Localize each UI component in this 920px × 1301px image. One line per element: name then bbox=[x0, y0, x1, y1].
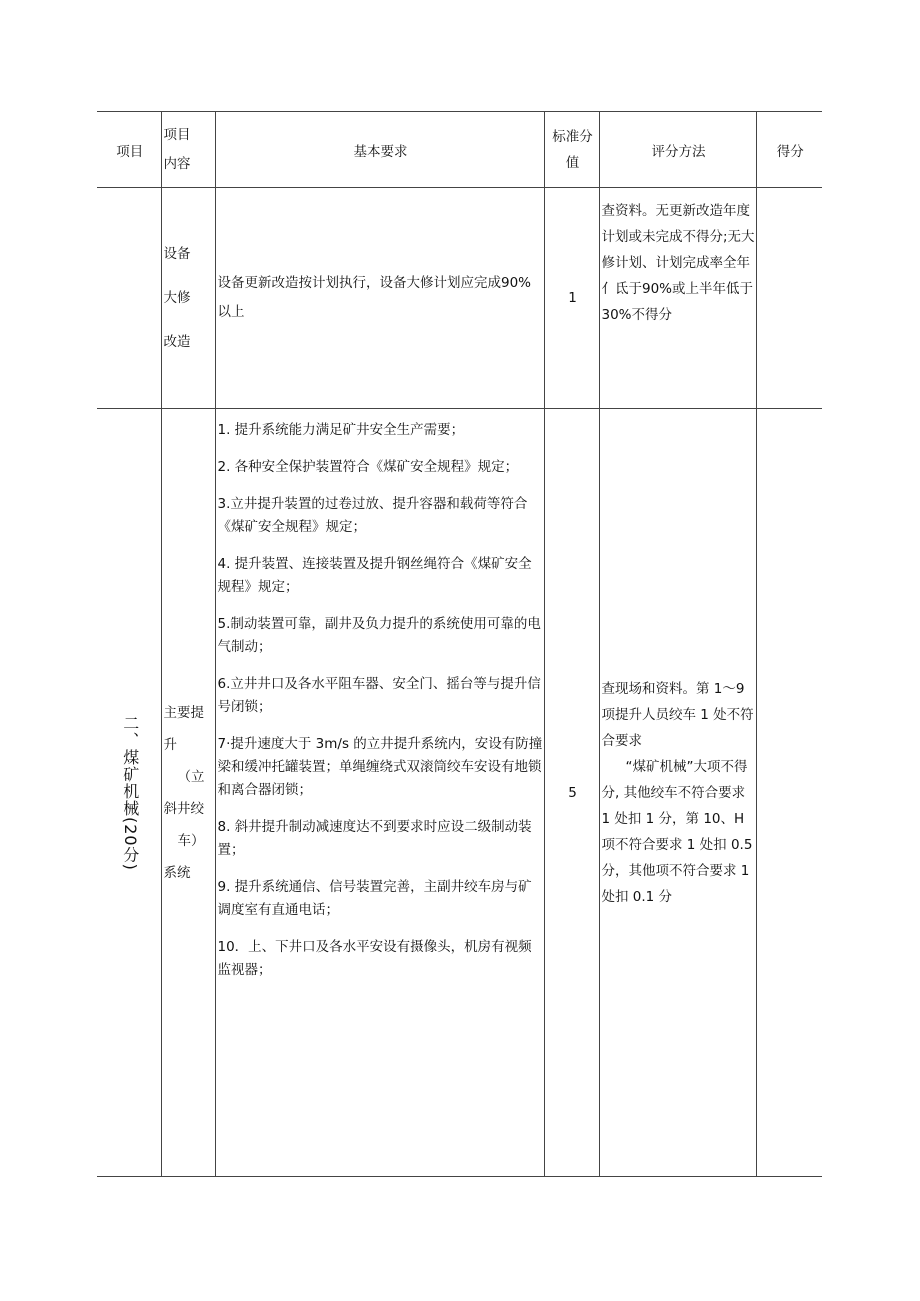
table-header-row bbox=[97, 112, 822, 188]
row-requirements: 设备更新改造按计划执行，设备大修计划应完成90%以上 bbox=[215, 188, 544, 409]
requirement-item: 3.立井提升装置的过卷过放、提升容器和载荷等符合《煤矿安全规程》规定； bbox=[217, 496, 528, 535]
header-scoring-method: 评分方法 bbox=[599, 112, 756, 188]
requirement-item: 5.制动装置可靠，副井及负力提升的系统使用可靠的电气制动； bbox=[217, 616, 541, 655]
row-item bbox=[97, 188, 161, 409]
row-standard-score: 1 bbox=[544, 188, 599, 409]
row-item bbox=[97, 409, 161, 1177]
scoring-table bbox=[97, 111, 822, 1177]
requirement-item: 6.立井井口及各水平阻车器、安全门、摇台等与提升信号闭锁； bbox=[217, 676, 541, 715]
requirement-item: 8. 斜井提升制动减速度达不到要求时应设二级制动装置； bbox=[217, 819, 532, 858]
row-requirements bbox=[215, 409, 544, 1177]
table-row bbox=[97, 409, 822, 1177]
header-score: 得分 bbox=[756, 112, 822, 188]
table-row bbox=[97, 188, 822, 409]
header-item: 项目 bbox=[97, 112, 161, 188]
row-scoring-method: 查资料。无更新改造年度计划或未完成不得分;无大修计划、计划完成率全年亻氐于90%或上半年低于30%不得分 bbox=[599, 188, 756, 409]
category-label: 二、煤矿机械(20分) bbox=[120, 714, 140, 871]
requirement-item: 1. 提升系统能力满足矿井安全生产需要； bbox=[217, 422, 465, 438]
row-score bbox=[756, 188, 822, 409]
row-item-content: 设备 大修 改造 bbox=[161, 188, 215, 409]
requirement-item: 9. 提升系统通信、信号装置完善，主副井绞车房与矿调度室有直通电话； bbox=[217, 879, 532, 918]
row-standard-score: 5 bbox=[544, 409, 599, 1177]
requirement-item: 4. 提升装置、连接装置及提升钢丝绳符合《煤矿安全规程》规定； bbox=[217, 556, 532, 595]
requirement-item: 10．上、下井口及各水平安设有摄像头，机房有视频监视器； bbox=[217, 939, 532, 978]
header-standard-score: 标准分 值 bbox=[544, 112, 599, 188]
header-item-content: 项目 内容 bbox=[161, 112, 215, 188]
requirement-item: 2. 各种安全保护装置符合《煤矿安全规程》规定； bbox=[217, 459, 519, 475]
row-item-content: 主要提 升 （立 斜井绞 车） 系统 bbox=[161, 409, 215, 1177]
requirement-item: 7·提升速度大于 3m∕s 的立井提升系统内，安设有防撞梁和缓冲托罐装置；单绳缠绕式双滚筒绞车安设有地锁和离合器闭锁； bbox=[217, 736, 543, 798]
row-score bbox=[756, 409, 822, 1177]
row-scoring-method: 查现场和资料。第 1～9 项提升人员绞车 1 处不符合要求 “煤矿机械”大项不得分, 其他绞车不符合要求 1 处扣 1 分，第 10、H 项不符合要求 1 处扣 0.5 分，其他项不符合要求 1 处扣 0.1 分 bbox=[599, 409, 756, 1177]
header-basic-requirements: 基本要求 bbox=[215, 112, 544, 188]
